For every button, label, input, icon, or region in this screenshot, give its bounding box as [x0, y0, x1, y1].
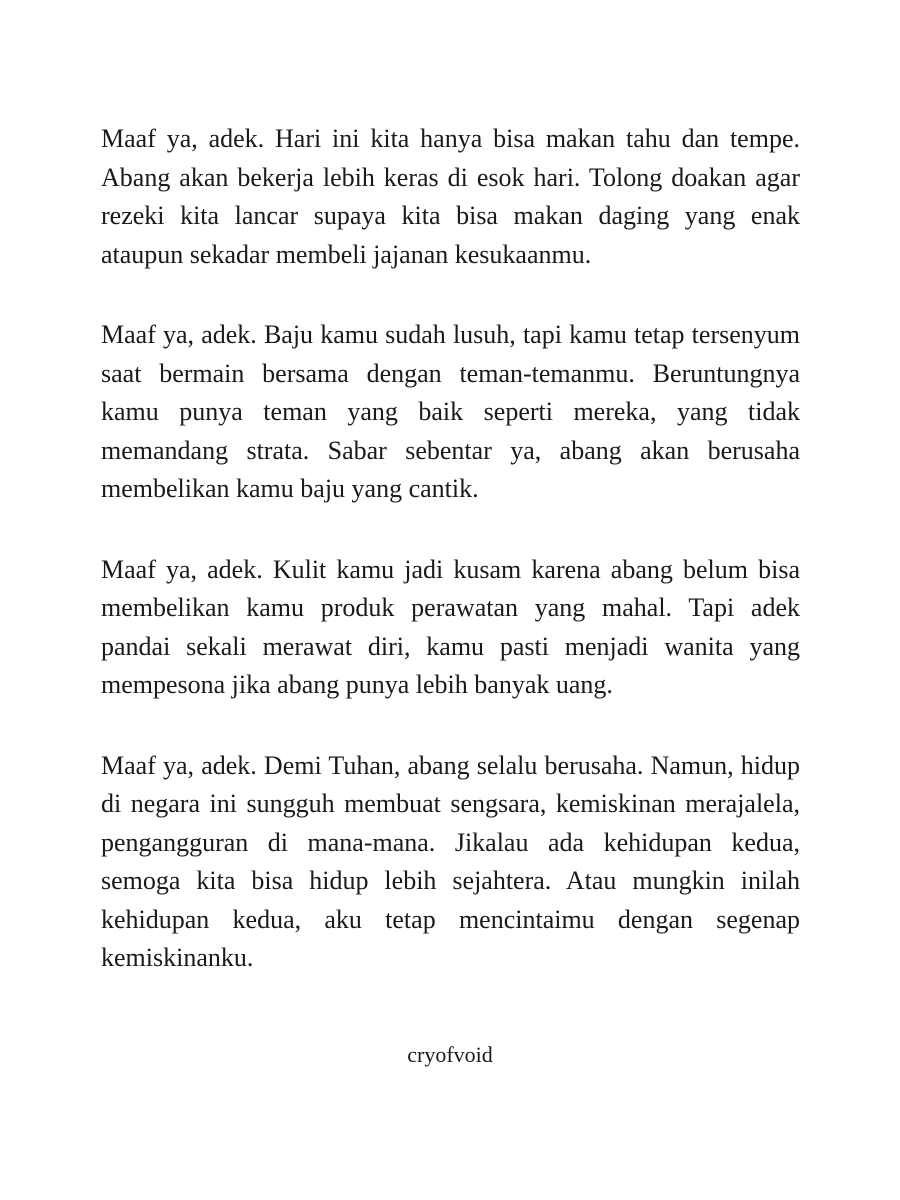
poem-body: [101, 120, 800, 1020]
paragraph-4: Maaf ya, adek. Demi Tuhan, abang selalu berusaha. Namun, hidup di negara ini sungguh membuat sengsara, kemiskinan merajalela, pengangguran di mana-mana. Jikalau ada kehidupan kedua, semoga kita bisa hidup lebih sejahtera. Atau mungkin inilah kehidupan kedua, aku tetap mencintaimu dengan segenap kemiskinanku.: [101, 750, 800, 972]
paragraph-3: Maaf ya, adek. Kulit kamu jadi kusam karena abang belum bisa membelikan kamu produk perawatan yang mahal. Tapi adek pandai sekali merawat diri, kamu pasti menjadi wanita yang mempesona jika abang punya lebih banyak uang.: [101, 554, 800, 699]
author-signature: cryofvoid: [407, 1042, 493, 1067]
paragraph-1: Maaf ya, adek. Hari ini kita hanya bisa makan tahu dan tempe. Abang akan bekerja lebih keras di esok hari. Tolong doakan agar rezeki kita lancar supaya kita bisa makan daging yang enak ataupun sekadar membeli jajanan kesukaanmu.: [101, 124, 800, 269]
paragraph-2: Maaf ya, adek. Baju kamu sudah lusuh, tapi kamu tetap tersenyum saat bermain bersama dengan teman-temanmu. Beruntungnya kamu punya teman yang baik seperti mereka, yang tidak memandang strata. Sabar sebentar ya, abang akan berusaha membelikan kamu baju yang cantik.: [101, 320, 800, 503]
